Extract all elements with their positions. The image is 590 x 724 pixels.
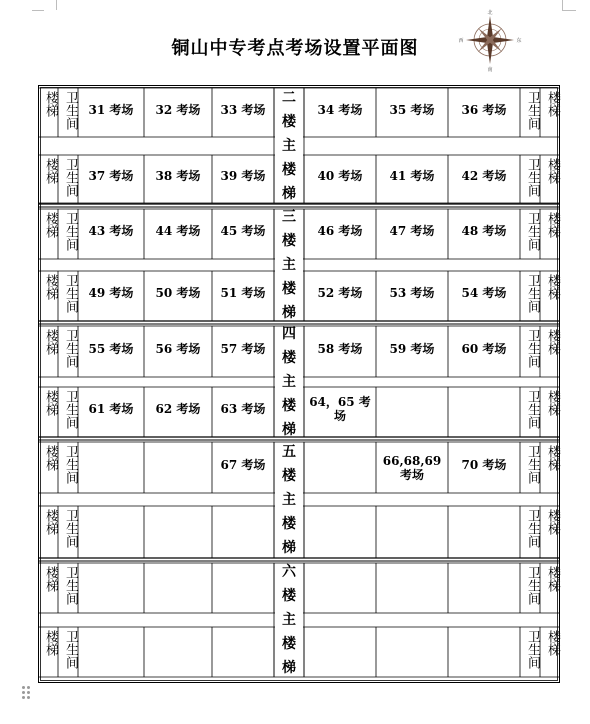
exam-room: 51 考场 [220,286,266,300]
svg-text:北: 北 [487,10,493,16]
restroom-label: 卫生间 [63,566,78,605]
exam-room: 39 考场 [220,169,266,183]
exam-room [376,506,448,552]
restroom-label: 卫生间 [63,212,78,251]
stairs-label: 楼梯 [43,158,58,184]
stairs-label: 楼梯 [545,445,560,471]
exam-room: 49 考场 [88,286,134,300]
main-staircase-label: 四 楼 主 楼 梯 [282,325,296,438]
stairs-label: 楼梯 [545,566,560,592]
svg-text:西: 西 [458,38,464,44]
exam-room: 41 考场 [389,169,435,183]
restroom-label: 卫生间 [525,212,540,251]
exam-room [376,563,448,607]
stairs-label: 楼梯 [43,91,58,117]
restroom-label: 卫生间 [63,158,78,197]
exam-room [144,627,212,671]
main-staircase-label: 六 楼 主 楼 梯 [282,564,296,676]
restroom-label: 卫生间 [525,158,540,197]
restroom-label: 卫生间 [63,630,78,669]
exam-room: 54 考场 [461,286,507,300]
exam-room [304,442,376,487]
main-staircase-label: 五 楼 主 楼 梯 [282,444,296,556]
exam-room: 31 考场 [88,102,134,117]
exam-room [212,506,274,552]
main-staircase-label: 二 楼 主 楼 梯 [282,89,296,202]
restroom-label: 卫生间 [525,630,540,669]
restroom-label: 卫生间 [525,566,540,605]
restroom-label: 卫生间 [63,390,78,429]
restroom-label: 卫生间 [63,509,78,548]
restroom-label: 卫生间 [525,329,540,368]
exam-room: 37 考场 [88,169,134,183]
exam-room: 64，65 考场 [309,395,371,423]
exam-room [448,506,520,552]
exam-room: 66,68,69 考场 [382,454,442,482]
exam-room: 70 考场 [461,457,507,472]
drag-handle-icon[interactable] [22,686,32,700]
stairs-label: 楼梯 [545,212,560,238]
exam-room [448,563,520,607]
stairs-label: 楼梯 [545,390,560,416]
main-staircase-label: 三 楼 主 楼 梯 [282,209,296,321]
restroom-label: 卫生间 [525,91,540,130]
exam-room: 35 考场 [389,102,435,117]
exam-room: 55 考场 [88,341,134,356]
exam-room [78,627,144,671]
stairs-label: 楼梯 [43,630,58,656]
stairs-label: 楼梯 [43,445,58,471]
exam-room [78,442,144,487]
floor-plan-grid [38,85,560,683]
stairs-label: 楼梯 [545,630,560,656]
svg-text:南: 南 [487,67,493,72]
exam-room: 56 考场 [155,341,201,356]
exam-room [78,563,144,607]
stairs-label: 楼梯 [43,509,58,535]
stairs-label: 楼梯 [43,212,58,238]
stairs-label: 楼梯 [545,509,560,535]
exam-room: 42 考场 [461,169,507,183]
restroom-label: 卫生间 [63,91,78,130]
exam-room [78,506,144,552]
restroom-label: 卫生间 [63,274,78,313]
exam-room [448,627,520,671]
page-corner-mark [44,0,57,10]
restroom-label: 卫生间 [525,390,540,429]
restroom-label: 卫生间 [525,509,540,548]
exam-room: 46 考场 [317,224,363,238]
exam-room: 61 考场 [88,402,134,416]
restroom-label: 卫生间 [63,445,78,484]
exam-room: 45 考场 [220,224,266,238]
stairs-label: 楼梯 [545,158,560,184]
exam-room: 52 考场 [317,286,363,300]
restroom-label: 卫生间 [525,274,540,313]
restroom-label: 卫生间 [63,329,78,368]
compass-rose-icon [458,8,522,72]
exam-room [144,506,212,552]
exam-room: 63 考场 [220,402,266,416]
page-corner-mark [32,10,44,11]
stairs-label: 楼梯 [43,329,58,355]
exam-room: 67 考场 [220,457,266,472]
stairs-label: 楼梯 [43,566,58,592]
stairs-label: 楼梯 [545,91,560,117]
stairs-label: 楼梯 [43,274,58,300]
exam-room: 48 考场 [461,224,507,238]
exam-room: 47 考场 [389,224,435,238]
exam-room: 58 考场 [317,341,363,356]
stairs-label: 楼梯 [545,274,560,300]
exam-room [304,563,376,607]
exam-room: 44 考场 [155,224,201,238]
exam-room [212,563,274,607]
exam-room: 38 考场 [155,169,201,183]
exam-room: 36 考场 [461,102,507,117]
exam-room: 34 考场 [317,102,363,117]
page-corner-mark [562,10,576,11]
stairs-label: 楼梯 [545,329,560,355]
exam-room: 62 考场 [155,402,201,416]
exam-room [212,627,274,671]
exam-room [304,506,376,552]
exam-room [304,627,376,671]
exam-room: 50 考场 [155,286,201,300]
restroom-label: 卫生间 [525,445,540,484]
svg-text:东: 东 [516,38,522,44]
exam-room [376,627,448,671]
exam-room [376,387,448,431]
stairs-label: 楼梯 [43,390,58,416]
exam-room: 33 考场 [220,102,266,117]
exam-room: 59 考场 [389,341,435,356]
page-corner-mark [562,0,575,10]
exam-room: 57 考场 [220,341,266,356]
exam-room [144,442,212,487]
exam-room [448,387,520,431]
exam-room: 43 考场 [88,224,134,238]
exam-room [144,563,212,607]
page-title: 铜山中专考点考场设置平面图 [171,38,419,59]
exam-room: 53 考场 [389,286,435,300]
exam-room: 60 考场 [461,341,507,356]
exam-room: 32 考场 [155,102,201,117]
exam-room: 40 考场 [317,169,363,183]
